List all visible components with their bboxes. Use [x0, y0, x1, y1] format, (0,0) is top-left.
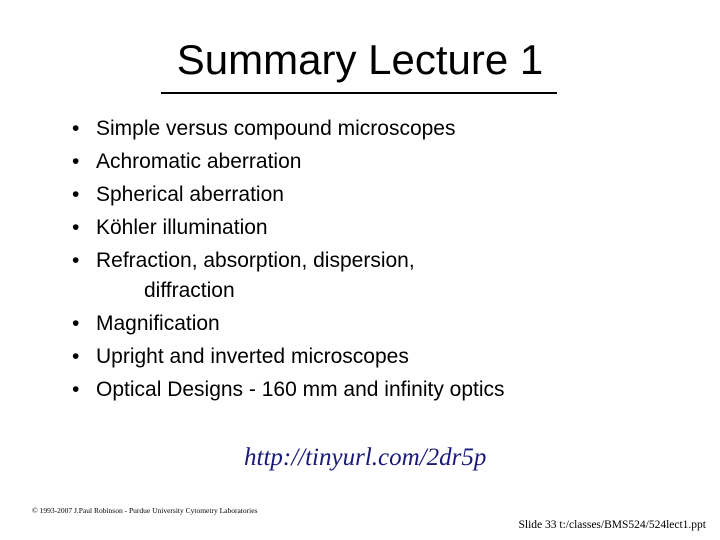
bullet-item: [0, 307, 720, 340]
bullet-text: Achromatic aberration: [96, 150, 302, 173]
slide-number-path: Slide 33 t:/classes/BMS524/524lect1.ppt: [518, 519, 706, 531]
bullet-text: Simple versus compound microscopes: [96, 117, 456, 140]
bullet-item: [0, 340, 720, 373]
bullet-item: [0, 211, 720, 244]
slide-title: Summary Lecture 1: [176, 36, 544, 83]
reference-link[interactable]: http://tinyurl.com/2dr5p: [244, 444, 487, 471]
bullet-item: [0, 244, 720, 307]
bullet-icon: •: [72, 150, 80, 173]
bullet-list: [0, 112, 720, 406]
bullet-icon: •: [72, 216, 80, 239]
title-underline: [161, 92, 557, 94]
bullet-text: Refraction, absorption, dispersion,: [96, 249, 415, 272]
bullet-text: Upright and inverted microscopes: [96, 345, 409, 368]
bullet-icon: •: [72, 312, 80, 335]
bullet-item: [0, 373, 720, 406]
bullet-icon: •: [72, 183, 80, 206]
bullet-icon: •: [72, 249, 80, 272]
bullet-continuation: diffraction: [144, 279, 235, 302]
bullet-text: Optical Designs - 160 mm and infinity optics: [96, 378, 505, 401]
bullet-item: [0, 112, 720, 145]
copyright-notice: © 1993-2007 J.Paul Robinson - Purdue University Cytometry Laboratories: [32, 506, 258, 515]
bullet-item: [0, 145, 720, 178]
bullet-text: Köhler illumination: [96, 216, 268, 239]
bullet-icon: •: [72, 345, 80, 368]
bullet-icon: •: [72, 378, 80, 401]
bullet-text: Spherical aberration: [96, 183, 284, 206]
bullet-text: Magnification: [96, 312, 220, 335]
bullet-icon: •: [72, 117, 80, 140]
bullet-item: [0, 178, 720, 211]
